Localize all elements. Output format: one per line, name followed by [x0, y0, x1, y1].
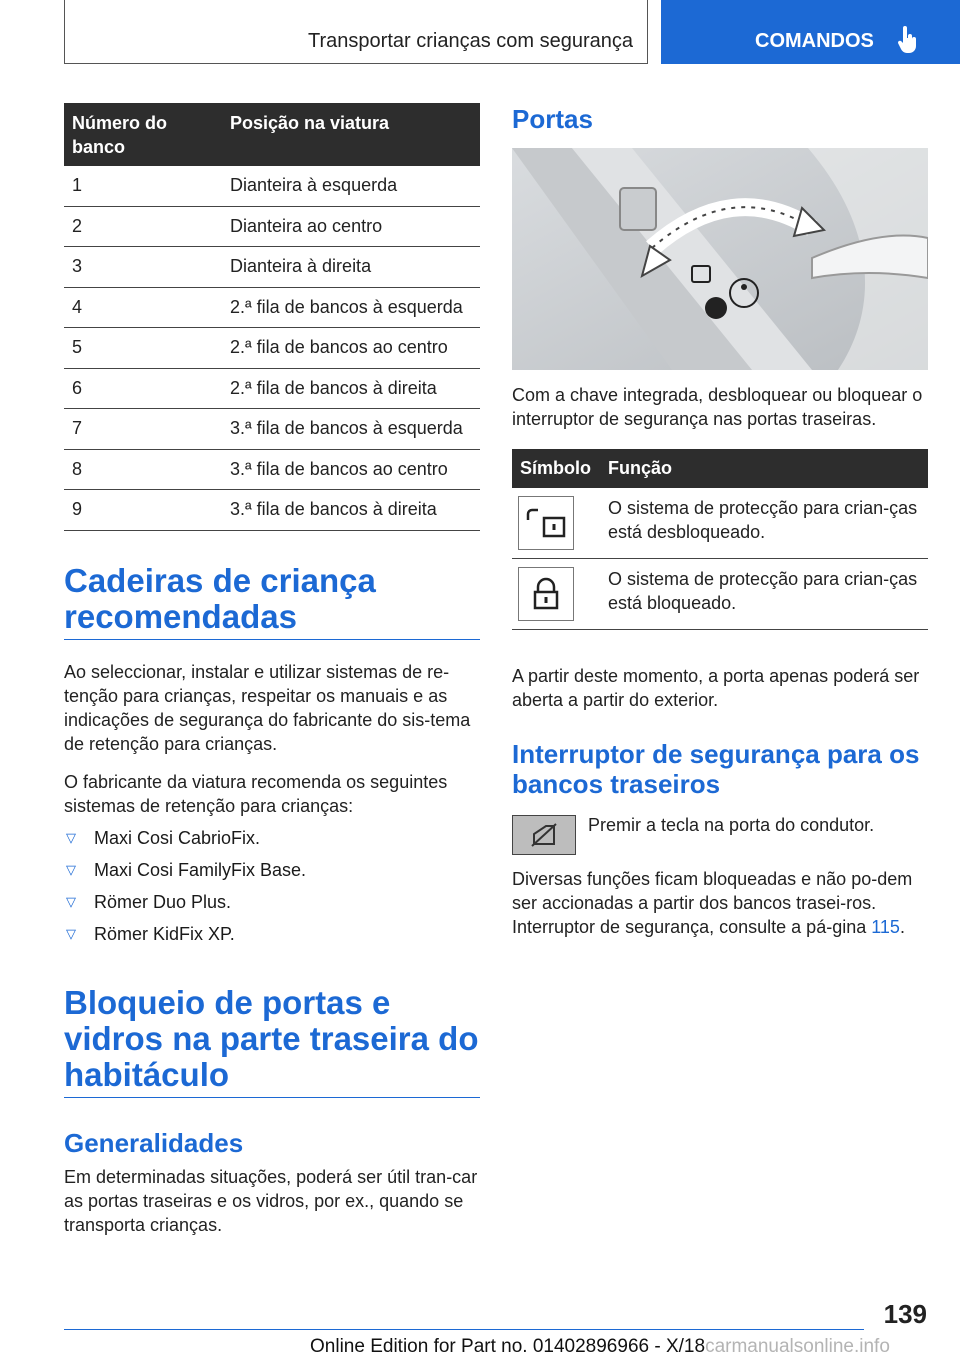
doors-after-text: A partir deste momento, a porta apenas poderá ser aberta a partir do exterior. — [512, 666, 920, 710]
table-row — [64, 490, 480, 531]
rear-switch-instruction: Premir a tecla na porta do condutor. — [588, 815, 875, 835]
table-row — [64, 206, 480, 247]
table-header-row — [512, 449, 928, 488]
seat-number: 6 — [64, 368, 222, 409]
seat-position: 2.ª fila de bancos ao centro — [222, 328, 480, 369]
table-row — [64, 368, 480, 409]
seat-position: 3.ª fila de bancos à direita — [222, 490, 480, 531]
bullet-triangle-icon: ▽ — [66, 926, 76, 941]
seat-number: 1 — [64, 166, 222, 206]
seat-position: Dianteira à esquerda — [222, 166, 480, 206]
rear-switch-heading: Interruptor de segurança para os bancos traseiros — [512, 739, 920, 799]
page-link[interactable]: 115 — [871, 917, 900, 937]
header-section-box — [64, 0, 648, 64]
general-subheading: Generalidades — [64, 1128, 244, 1158]
locking-heading: Bloqueio de portas e vidros na parte traseira do habitáculo — [64, 985, 480, 1098]
footer — [310, 1336, 890, 1358]
general-text: Em determinadas situações, poderá ser útil tran-car as portas traseiras e os vidros, por ex., quando se transporta crianças. — [64, 1167, 478, 1235]
table-header-row — [64, 103, 480, 166]
doors-heading: Portas — [512, 104, 593, 134]
edition-text: Online Edition for Part no. 01402896966 - X/18 — [310, 1336, 706, 1357]
recommended-seats-heading: Cadeiras de criança recomendadas — [64, 563, 480, 640]
doors-caption: Com a chave integrada, desbloquear ou bloquear o interruptor de segurança nas portas traseiras. — [512, 385, 923, 429]
recommended-manufacturer: O fabricante da viatura recomenda os seguintes sistemas de retenção para crianças: — [64, 772, 448, 816]
seat-number: 5 — [64, 328, 222, 369]
hand-pointer-icon — [897, 26, 919, 54]
table-row — [64, 449, 480, 490]
chapter-tab[interactable] — [661, 0, 960, 64]
seat-number: 8 — [64, 449, 222, 490]
bullet-triangle-icon: ▽ — [66, 862, 76, 877]
seat-number: 2 — [64, 206, 222, 247]
seat-number: 3 — [64, 247, 222, 288]
table-row — [512, 488, 928, 559]
function-text: O sistema de protecção para crian-ças está bloqueado. — [600, 559, 928, 630]
locked-padlock-icon — [518, 567, 574, 621]
section-title: Transportar crianças com segurança — [308, 30, 633, 52]
chapter-label: COMANDOS — [755, 30, 874, 52]
seat-position: 3.ª fila de bancos à esquerda — [222, 409, 480, 450]
seat-position: 2.ª fila de bancos à esquerda — [222, 287, 480, 328]
recommended-seat-list — [64, 826, 306, 954]
seat-position-table — [64, 103, 480, 531]
column-header: Posição na viatura — [222, 103, 480, 166]
seat-number: 4 — [64, 287, 222, 328]
seat-position: 2.ª fila de bancos à direita — [222, 368, 480, 409]
seat-position: Dianteira à direita — [222, 247, 480, 288]
column-header: Símbolo — [512, 449, 600, 488]
column-header: Função — [600, 449, 928, 488]
table-row — [64, 287, 480, 328]
page-number: 139 — [883, 1299, 927, 1329]
watermark: carmanualsonline.info — [705, 1336, 890, 1357]
list-item: ▽ Römer KidFix XP. — [66, 924, 235, 944]
symbol-table — [512, 449, 928, 630]
seat-position: Dianteira ao centro — [222, 206, 480, 247]
list-item: ▽ Maxi Cosi CabrioFix. — [66, 828, 261, 848]
list-item: ▽ Maxi Cosi FamilyFix Base. — [66, 860, 307, 880]
column-header: Número do banco — [64, 103, 222, 166]
unlocked-padlock-icon — [518, 496, 574, 550]
bullet-triangle-icon: ▽ — [66, 894, 76, 909]
rear-switch-text: Diversas funções ficam bloqueadas e não po-dem ser accionadas a partir dos bancos trasei-ros. Interruptor de segurança, consulte a pá-gina 115. — [512, 869, 913, 937]
recommended-intro: Ao seleccionar, instalar e utilizar sistemas de re-tenção para crianças, respeitar os manuais e as indicações de segurança do fabricante do sis-tema de retenção para crianças. — [64, 662, 471, 754]
seat-position: 3.ª fila de bancos ao centro — [222, 449, 480, 490]
window-lock-button-icon — [512, 815, 576, 855]
function-text: O sistema de protecção para crian-ças está desbloqueado. — [600, 488, 928, 559]
table-row — [64, 409, 480, 450]
bullet-triangle-icon: ▽ — [66, 830, 76, 845]
list-item: ▽ Römer Duo Plus. — [66, 892, 232, 912]
footer-divider — [64, 1329, 864, 1330]
door-child-lock-photo — [512, 148, 928, 370]
table-row — [64, 247, 480, 288]
table-row — [512, 559, 928, 630]
table-row — [64, 166, 480, 206]
table-row — [64, 328, 480, 369]
seat-number: 9 — [64, 490, 222, 531]
seat-number: 7 — [64, 409, 222, 450]
